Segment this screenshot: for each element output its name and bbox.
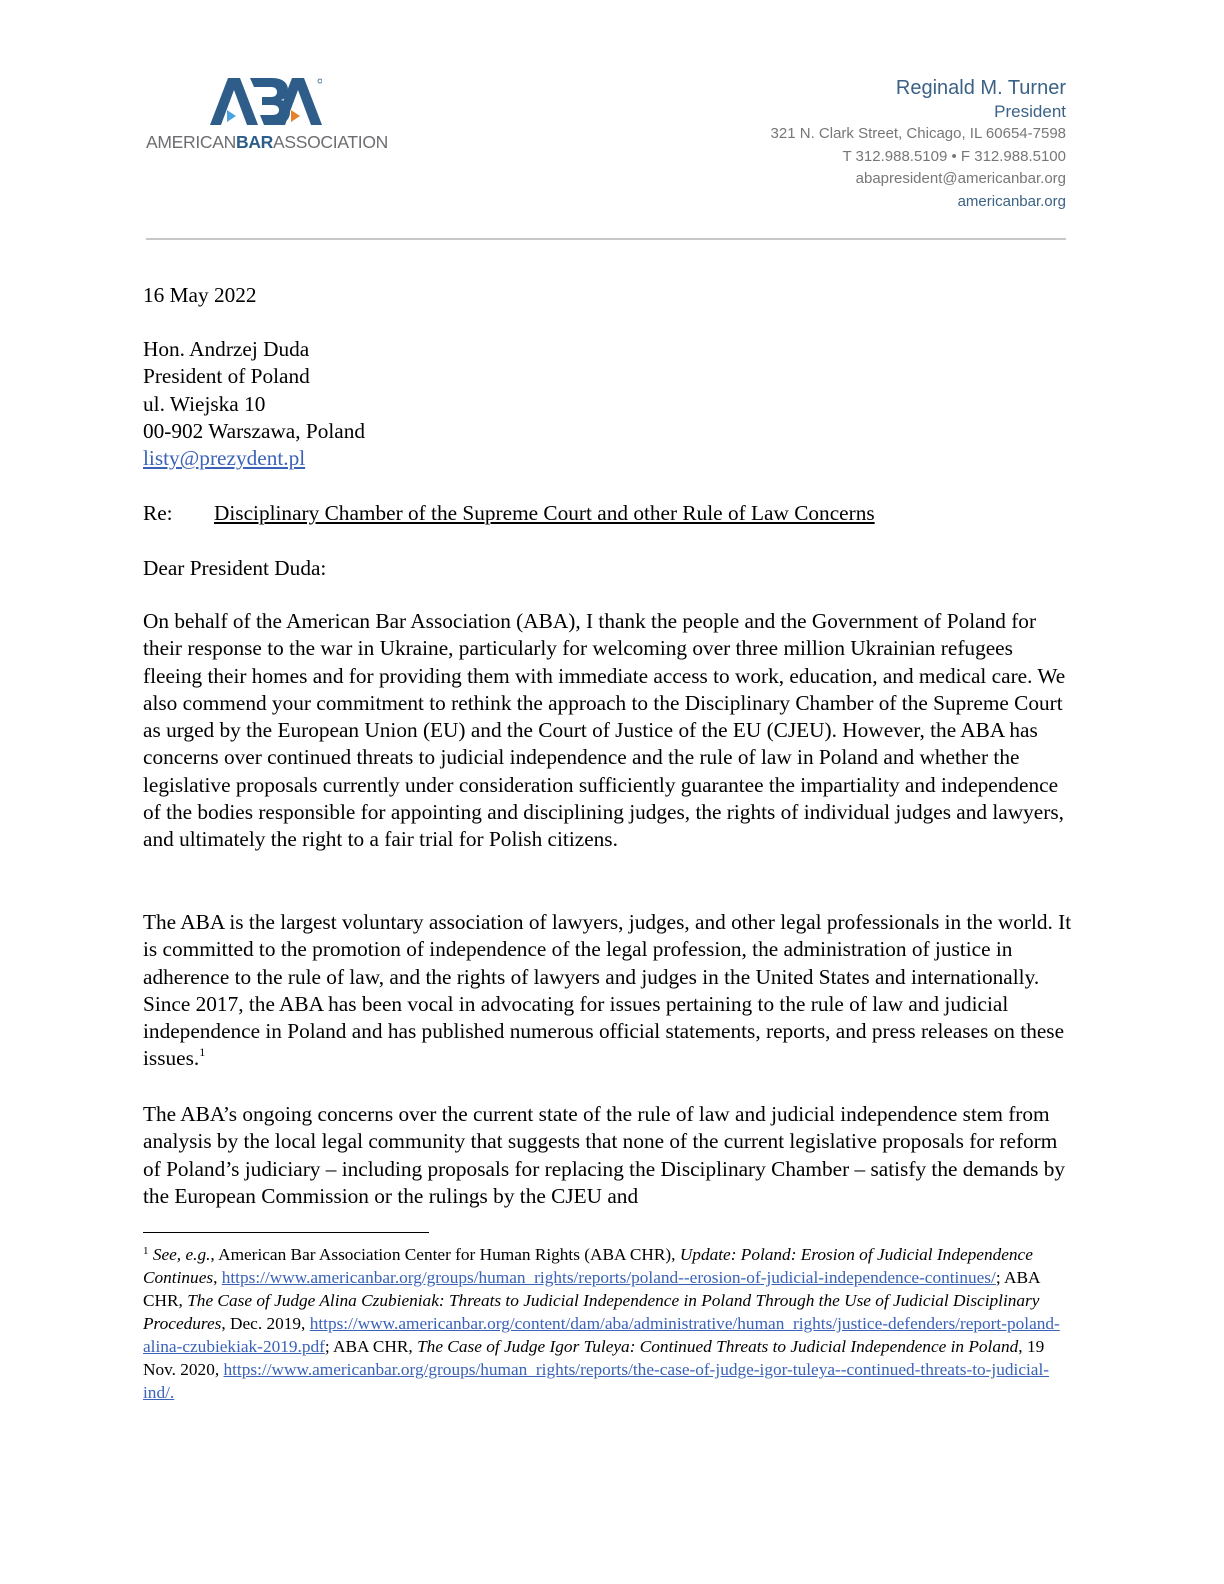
footnote-number: 1 bbox=[143, 1245, 149, 1257]
sender-address: 321 N. Clark Street, Chicago, IL 60654-7598 bbox=[770, 125, 1066, 142]
footnote-title-2: The Case of Judge Alina Czubieniak: Threats to Judicial Independence in Poland Through the Use of Judicial Disciplinary Procedures bbox=[143, 1291, 1040, 1333]
footnote-see: See, e.g. bbox=[152, 1245, 211, 1264]
body-paragraph-3: The ABA’s ongoing concerns over the current state of the rule of law and judicial independence stem from analysis by the local legal community that suggests that none of the current legislative proposals for reform of Poland’s judiciary – including proposals for replacing the Disciplinary Chamber – satisfy the demands by the European Commission or the rulings by the CJEU and bbox=[143, 1102, 1066, 1208]
re-subject: Disciplinary Chamber of the Supreme Court and other Rule of Law Concerns bbox=[214, 501, 875, 525]
sender-title: President bbox=[994, 102, 1066, 121]
recipient-city: 00-902 Warszawa, Poland bbox=[143, 418, 366, 443]
footnote-title-1: Update: Poland: Erosion of Judicial Independence Continues bbox=[143, 1245, 1033, 1287]
subject-line bbox=[143, 500, 1073, 527]
footnote-text: , American Bar Association Center for Human Rights (ABA CHR), bbox=[210, 1245, 680, 1264]
footnote-reference[interactable]: 1 bbox=[199, 1045, 206, 1060]
footnote-text: , 19 Nov. 2020, bbox=[143, 1337, 1045, 1379]
footnote-link-1[interactable]: https://www.americanbar.org/groups/human_rights/reports/poland--erosion-of-judicial-independence-continues/ bbox=[221, 1268, 996, 1287]
letter-date: 16 May 2022 bbox=[143, 283, 257, 307]
footnote-link-3[interactable]: https://www.americanbar.org/groups/human_rights/reports/the-case-of-judge-igor-tuleya--continued-threats-to-judicial-ind/. bbox=[143, 1360, 1050, 1402]
recipient-address bbox=[143, 336, 1073, 472]
recipient-title: President of Poland bbox=[143, 364, 310, 389]
salutation: Dear President Duda: bbox=[143, 556, 327, 580]
re-label: Re: bbox=[143, 501, 173, 525]
letterhead-divider bbox=[146, 238, 1066, 240]
footnote-1 bbox=[143, 1243, 1063, 1404]
aba-logo bbox=[146, 78, 388, 156]
sender-email[interactable]: abapresident@americanbar.org bbox=[855, 170, 1066, 187]
sender-contact-block bbox=[771, 76, 1066, 213]
footnote-text: ; ABA CHR, bbox=[143, 1268, 1040, 1310]
aba-monogram-icon bbox=[210, 78, 322, 126]
recipient-name: Hon. Andrzej Duda bbox=[143, 337, 310, 361]
sender-name: Reginald M. Turner bbox=[895, 77, 1066, 99]
aba-wordmark: AMERICANBARASSOCIATION bbox=[146, 132, 389, 152]
body-paragraph-2-text: The ABA is the largest voluntary association of lawyers, judges, and other legal professionals in the world. It is committed to the promotion of independence of the legal profession, the administration of justice in adherence to the rule of law, and the rights of lawyers and judges in the United States and internationally. Since 2017, the ABA has been vocal in advocating for issues pertaining to the rule of law and judicial independence in Poland and has published numerous official statements, reports, and press releases on these issues. bbox=[143, 910, 1072, 1071]
body-paragraph-2 bbox=[143, 909, 1073, 1073]
footnote-text: , Dec. 2019, bbox=[221, 1314, 310, 1333]
footnote-title-3: The Case of Judge Igor Tuleya: Continued Threats to Judicial Independence in Poland bbox=[417, 1337, 1019, 1356]
recipient-email-link[interactable]: listy@prezydent.pl bbox=[143, 446, 306, 471]
recipient-street: ul. Wiejska 10 bbox=[143, 391, 266, 416]
body-paragraph-1: On behalf of the American Bar Association (ABA), I thank the people and the Government of Poland for their response to the war in Ukraine, particularly for welcoming over three million Ukrainian refugees fleeing their homes and for providing them with immediate access to work, education, and medical care. We also commend your commitment to rethink the approach to the Disciplinary Chamber of the Supreme Court as urged by the European Union (EU) and the Court of Justice of the EU (CJEU). However, the ABA has concerns over continued threats to judicial independence and the rule of law in Poland and whether the legislative proposals currently under consideration sufficiently guarantee the impartiality and independence of the bodies responsible for appointing and disciplining judges, the rights of individual judges and lawyers, and ultimately the right to a fair trial for Polish citizens. bbox=[143, 609, 1066, 852]
footnote-text: , bbox=[213, 1268, 222, 1287]
footnote-separator bbox=[143, 1232, 429, 1233]
footnote-text: ; ABA CHR, bbox=[324, 1337, 418, 1356]
sender-phone-fax: T 312.988.5109 • F 312.988.5100 bbox=[842, 147, 1066, 165]
footnote-link-2[interactable]: https://www.americanbar.org/content/dam/aba/administrative/human_rights/justice-defenders/report-poland-alina-czubiekiak-2019.pdf bbox=[143, 1314, 1060, 1356]
sender-website[interactable]: americanbar.org bbox=[957, 192, 1066, 210]
